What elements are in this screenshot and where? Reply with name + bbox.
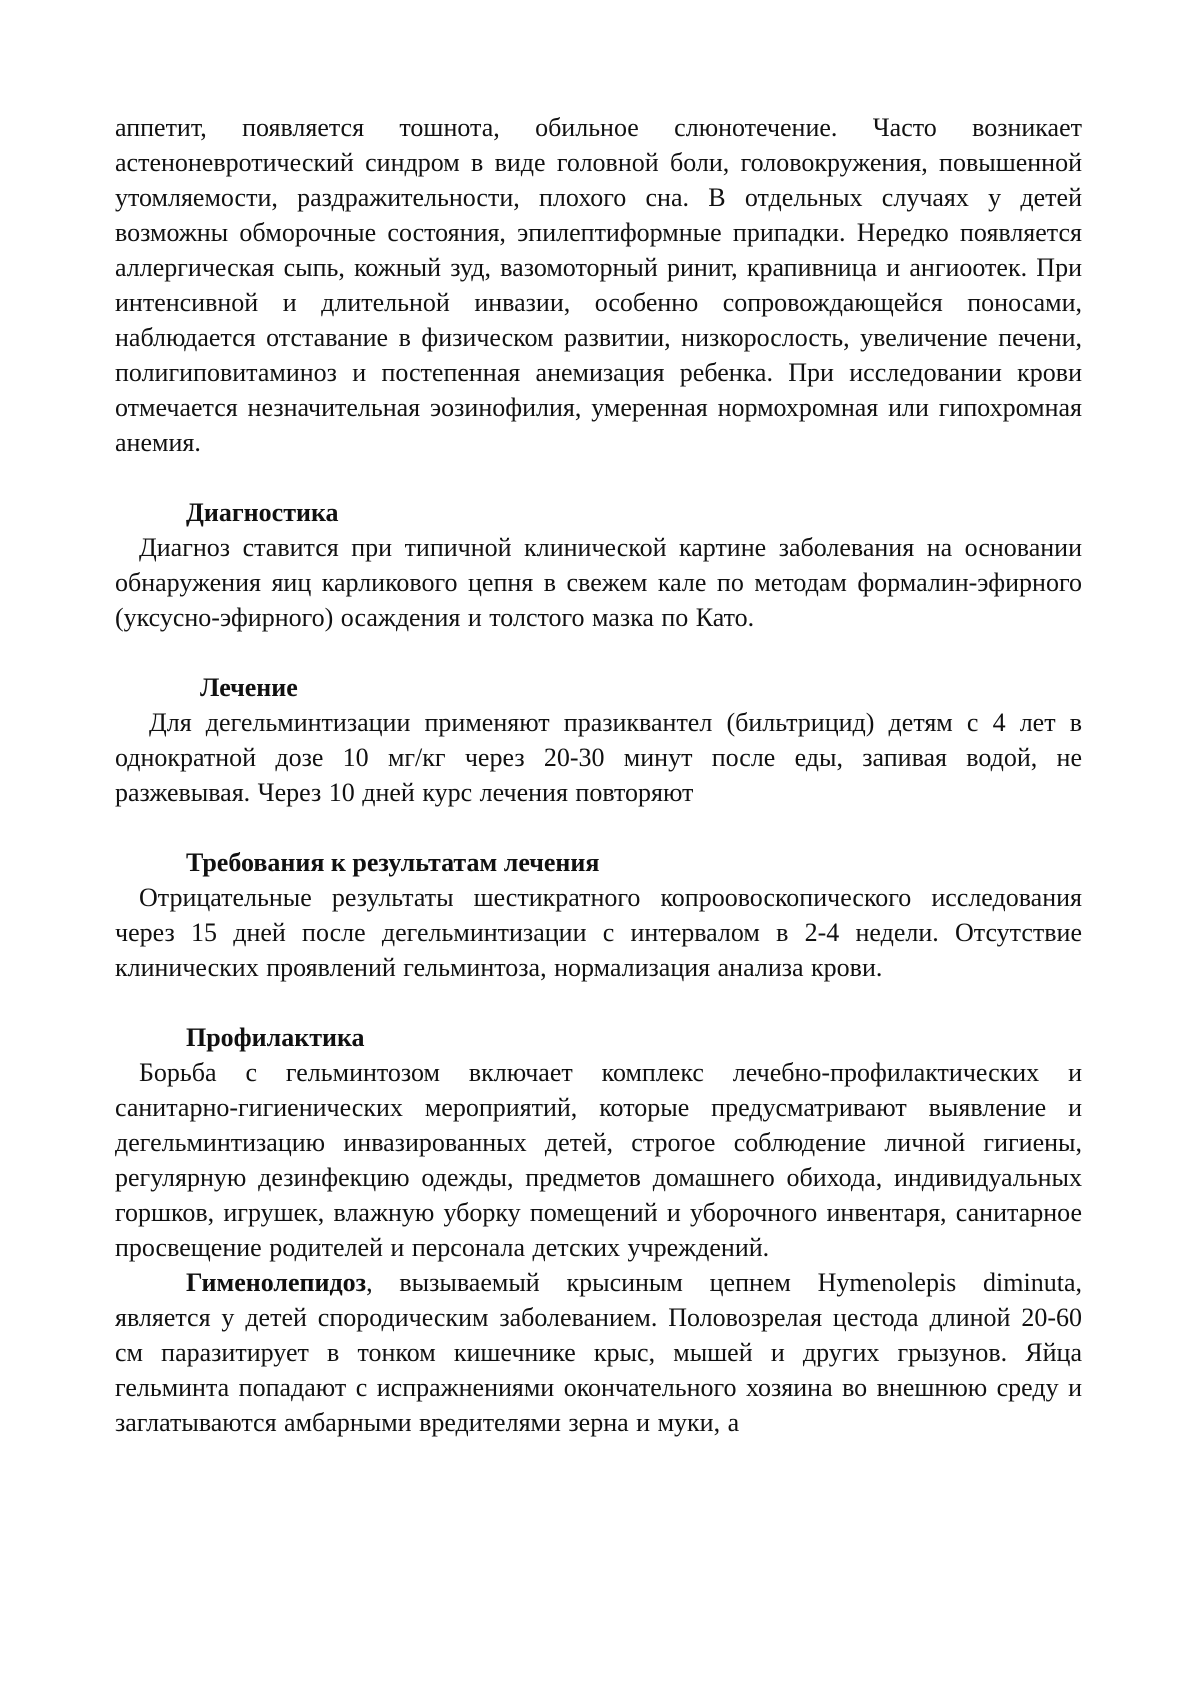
requirements-paragraph: Отрицательные результаты шестикратного копроовоскопического исследования через 15 дней после дегельминтизации с интервалом в 2-4 недели. Отсутствие клинических проявлений гельминтоза, нормализация анализа крови. — [115, 883, 1082, 982]
diagnostics-paragraph: Диагноз ставится при типичной клинической картине заболевания на основании обнаружения яиц карликового цепня в свежем кале по методам формалин-эфирного (уксусно-эфирного) осаждения и толстого мазка по Като. — [115, 533, 1082, 632]
requirements-heading: Требования к результатам лечения — [186, 848, 600, 877]
hymenolepidosis-text: , вызываемый крысиным цепнем Hymenolepis diminuta, является у детей спородическим заболеванием. Половозрелая цестода длиной 20-60 см паразитирует в тонком кишечнике крыс, мышей и других грызунов. Яйца гельминта попадают с испражнениями окончательного хозяина во внешнюю среду и заглатываются амбарными вредителями зерна и муки, а — [115, 1268, 1082, 1437]
intro-paragraph: аппетит, появляется тошнота, обильное слюнотечение. Часто возникает астеноневротический синдром в виде головной боли, головокружения, повышенной утомляемости, раздражительности, плохого сна. В отдельных случаях у детей возможны обморочные состояния, эпилептиформные припадки. Нередко появляется аллергическая сыпь, кожный зуд, вазомоторный ринит, крапивница и ангиоотек. При интенсивной и длительной инвазии, особенно сопровождающейся поносами, наблюдается отставание в физическом развитии, низкорослость, увеличение печени, полигиповитаминоз и постепенная анемизация ребенка. При исследовании крови отмечается незначительная эозинофилия, умеренная нормохромная или гипохромная анемия. — [115, 113, 1082, 457]
hymenolepidosis-paragraph — [115, 1265, 1082, 1440]
prevention-heading: Профилактика — [186, 1023, 365, 1052]
hymenolepidosis-term: Гименолепидоз — [186, 1268, 367, 1297]
treatment-paragraph: Для дегельминтизации применяют празиквантел (бильтрицид) детям с 4 лет в однократной дозе 10 мг/кг через 20-30 минут после еды, запивая водой, не разжевывая. Через 10 дней курс лечения повторяют — [115, 708, 1082, 807]
diagnostics-heading: Диагностика — [186, 498, 339, 527]
document-page — [115, 110, 1082, 1440]
treatment-heading: Лечение — [200, 673, 298, 702]
prevention-paragraph: Борьба с гельминтозом включает комплекс лечебно-профилактических и санитарно-гигиенических мероприятий, которые предусматривают выявление и дегельминтизацию инвазированных детей, строгое соблюдение личной гигиены, регулярную дезинфекцию одежды, предметов домашнего обихода, индивидуальных горшков, игрушек, влажную уборку помещений и уборочного инвентаря, санитарное просвещение родителей и персонала детских учреждений. — [115, 1058, 1082, 1262]
